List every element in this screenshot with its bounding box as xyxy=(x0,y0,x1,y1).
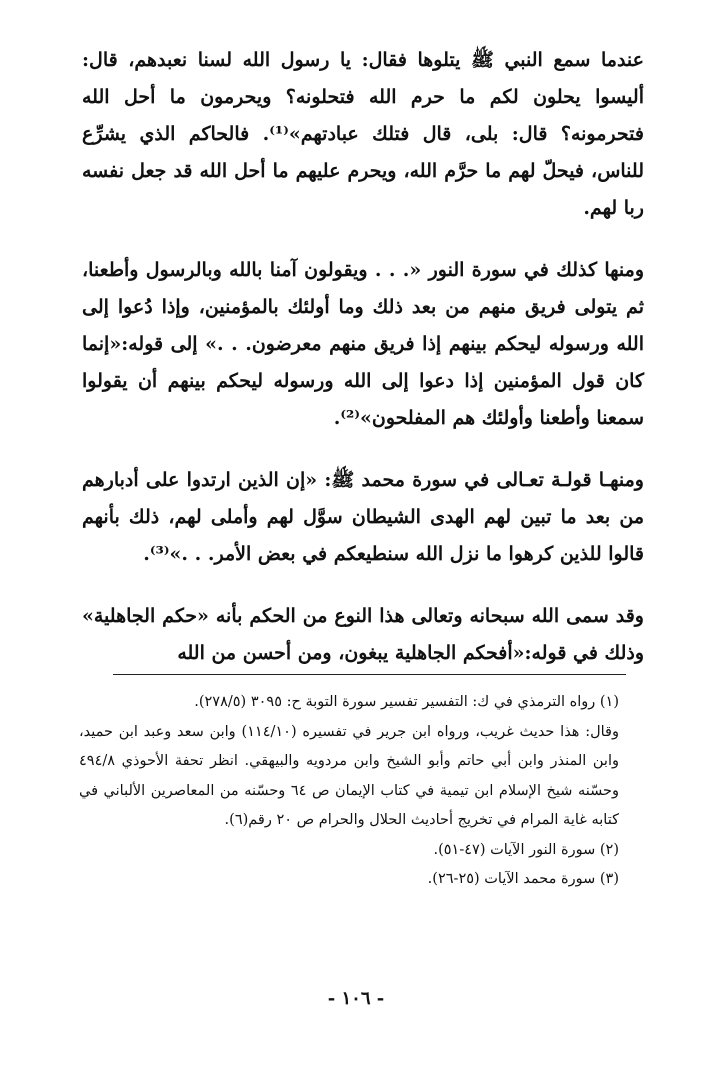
footnote-2: (٢) سورة النور الآيات (٤٧-٥١). xyxy=(433,841,619,858)
footnote-1-continued: وقال: هذا حديث غريب، ورواه ابن جرير في تفسيره (١١٤/١٠) وابن سعد وعبد ابن حميد، وابن المنذر وابن أبي حاتم وأبو الشيخ وابن مردويه والبيهقي. انظر تحفة الأحوذي ٤٩٤/٨ وحسّنه شيخ الإسلام ابن تيمية في كتاب الإيمان ص ٦٤ وحسّنه من المعاصرين الألباني في كتابه غاية المرام في تخريج أحاديث الحلال والحرام ص ٢٠ رقم(٦). xyxy=(79,723,619,828)
main-text xyxy=(82,42,644,672)
page-number: - ١٠٦ - xyxy=(327,988,385,1009)
body-paragraph-2: ومنها كذلك في سورة النور «. . . ويقولون آمنا بالله وبالرسول وأطعنا، ثم يتولى فريق منهم من بعد ذلك وما أولئك بالمؤمنين، وإذا دُعوا إلى الله ورسوله ليحكم بينهم إذا فريق منهم معرضون. . .» إلى قوله:«إنما كان قول المؤمنين إذا دعوا إلى الله ورسوله ليحكم بينهم أن يقولوا سمعنا وأطعنا وأولئك هم المفلحون»⁽²⁾. xyxy=(82,259,644,429)
body-paragraph-1: عندما سمع النبي ﷺ يتلوها فقال: يا رسول الله لسنا نعبدهم، قال: أليسوا يحلون لكم ما حرم الله فتحلونه؟ ويحرمون ما أحل الله فتحرمونه؟ قال: بلى، قال فتلك عبادتهم»⁽¹⁾. فالحاكم الذي يشرِّع للناس، فيحلّ لهم ما حرَّم الله، ويحرم عليهم ما أحل الله قد جعل نفسه ربا لهم. xyxy=(82,49,644,219)
footnote-1: (١) رواه الترمذي في ك: التفسير تفسير سورة التوبة ح: ٣٠٩٥ (٢٧٨/٥). xyxy=(194,694,619,710)
footnotes xyxy=(79,688,619,895)
body-paragraph-4: وقد سمى الله سبحانه وتعالى هذا النوع من الحكم بأنه «حكم الجاهلية» وذلك في قوله:«أفحكم الجاهلية يبغون، ومن أحسن من الله xyxy=(82,605,644,664)
footnote-divider xyxy=(113,674,626,675)
body-paragraph-3: ومنهـا قولـة تعـالى في سورة محمد ﷺ: «إن الذين ارتدوا على أدبارهم من بعد ما تبين لهم الهدى الشيطان سوَّل لهم وأملى لهم، ذلك بأنهم قالوا للذين كرهوا ما نزل الله سنطيعكم في بعض الأمر. . .»⁽³⁾. xyxy=(82,469,644,565)
footnote-3: (٣) سورة محمد الآيات (٢٥-٢٦). xyxy=(427,871,619,887)
